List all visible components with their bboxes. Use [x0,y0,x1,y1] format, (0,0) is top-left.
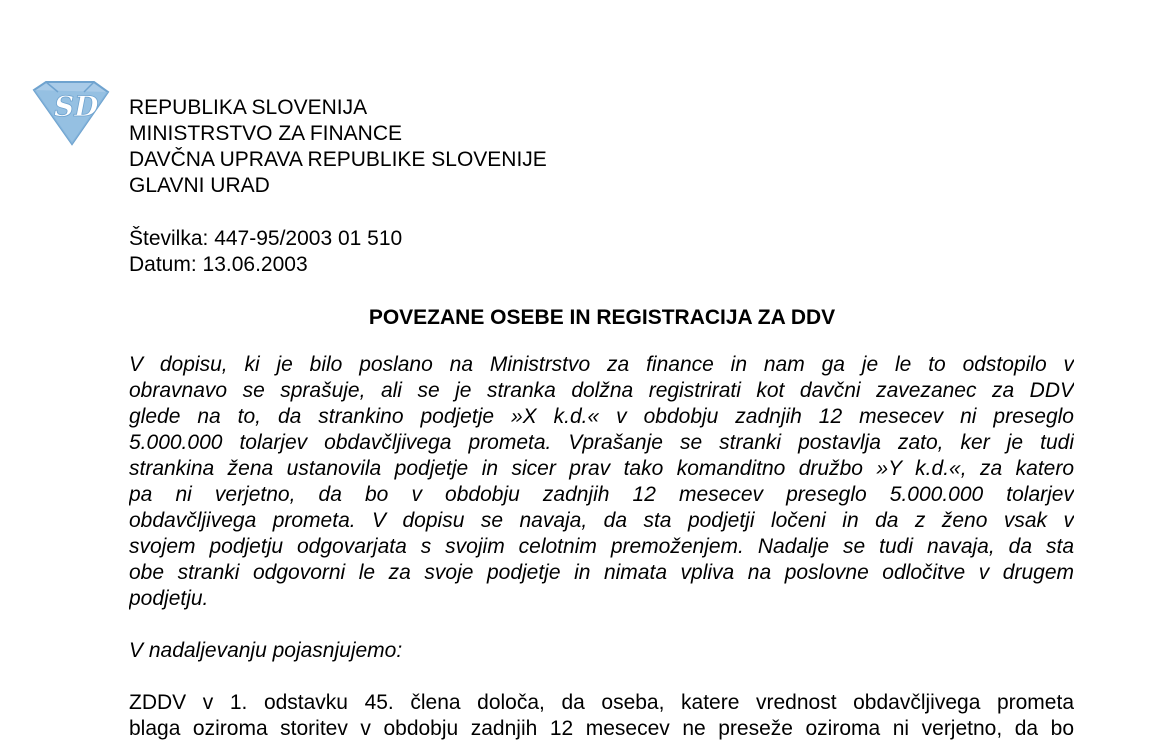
header-line: GLAVNI URAD [129,174,270,197]
paragraph-line: obravnavo se sprašuje, ali se je stranka dolžna registrirati kot davčni zavezanec za DDV [129,379,1074,402]
document-title: POVEZANE OSEBE IN REGISTRACIJA ZA DDV [368,306,836,329]
document-meta [129,226,402,278]
paragraph-inquiry [129,352,1074,612]
logo-text: SD [54,90,99,123]
paragraph-line: strankina žena ustanovila podjetje in sicer prav tako komanditno družbo »Y k.d.«, za katero [129,457,1074,480]
header-line: DAVČNA UPRAVA REPUBLIKE SLOVENIJE [129,148,547,171]
header-line: REPUBLIKA SLOVENIJA [129,96,368,119]
durs-diamond-logo-icon [28,80,112,148]
paragraph-line: obdavčljivega prometa. V dopisu se navaja, da sta podjetji ločeni in da z ženo vsak v [129,509,1074,532]
document-body [129,352,1074,752]
paragraph-line: obe stranki odgovorni le za svoje podjetje in nimata vpliva na poslovne odločitve v drugem [129,561,1074,584]
paragraph-zddv [129,690,1074,742]
paragraph-intro: V nadaljevanju pojasnjujemo: [129,639,403,662]
paragraph-line: 5.000.000 tolarjev obdavčljivega prometa. Vprašanje se stranki postavlja zato, ker je tudi [129,431,1074,454]
paragraph-line: svojem podjetju odgovarjata s svojim celotnim premoženjem. Nadalje se tudi navaja, da sta [129,535,1074,558]
document-date: Datum: 13.06.2003 [129,253,308,276]
paragraph-line: podjetju. [129,587,209,610]
paragraph-line: V dopisu, ki je bilo poslano na Ministrstvo za finance in nam ga je le to odstopilo v [129,353,1074,376]
document-number: Številka: 447-95/2003 01 510 [129,227,403,250]
header-line: MINISTRSTVO ZA FINANCE [129,122,403,145]
paragraph-line: ZDDV v 1. odstavku 45. člena določa, da oseba, katere vrednost obdavčljivega prometa [129,691,1074,714]
paragraph-line: pa ni verjetno, da bo v obdobju zadnjih 12 mesecev preseglo 5.000.000 tolarjev [129,483,1074,506]
paragraph-line: blaga oziroma storitev v obdobju zadnjih 12 mesecev ne preseže oziroma ni verjetno, da bo [129,717,1074,740]
paragraph-line: glede na to, da strankino podjetje »X k.d.« v obdobju zadnjih 12 mesecev ni preseglo [129,405,1074,428]
institution-header [129,95,547,199]
